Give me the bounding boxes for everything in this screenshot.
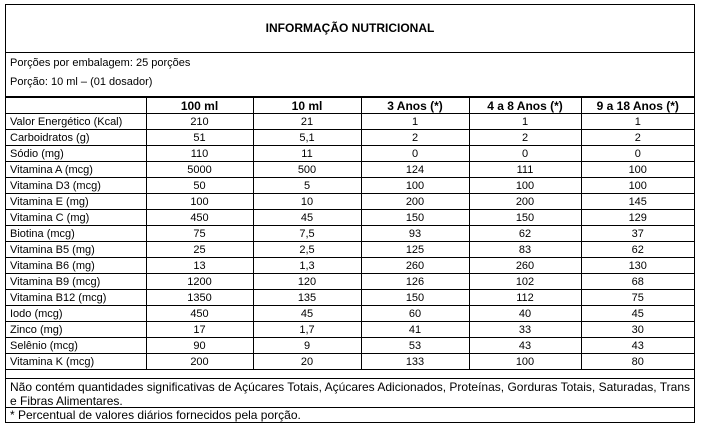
nutrient-value: 45 [253,306,361,322]
nutrient-value: 68 [581,274,694,290]
nutrient-label: Vitamina D3 (mcg) [6,178,146,194]
nutrient-value: 75 [581,290,694,306]
portion-info [6,52,694,98]
nutrition-facts-panel [5,4,695,423]
table-row [6,258,694,274]
nutrient-value: 13 [146,258,253,274]
nutrient-value: 1200 [146,274,253,290]
table-row [6,114,694,130]
table-row [6,146,694,162]
nutrient-value: 100 [469,354,581,370]
nutrient-value: 33 [469,322,581,338]
nutrient-value: 120 [253,274,361,290]
nutrient-value: 126 [361,274,469,290]
portions-per-package: Porções por embalagem: 25 porções [10,57,191,69]
nutrient-value: 102 [469,274,581,290]
table-row [6,194,694,210]
nutrient-value: 45 [581,306,694,322]
nutrient-value: 45 [253,210,361,226]
nutrient-value: 7,5 [253,226,361,242]
nutrient-value: 1,7 [253,322,361,338]
table-row [6,354,694,370]
nutrient-value: 260 [361,258,469,274]
nutrient-value: 2 [361,130,469,146]
portion-size: Porção: 10 ml – (01 dosador) [10,76,153,88]
nutrient-value: 1 [361,114,469,130]
nutrient-value: 100 [469,178,581,194]
nutrient-value: 90 [146,338,253,354]
column-header: 4 a 8 Anos (*) [469,98,581,114]
nutrient-value: 1,3 [253,258,361,274]
nutrient-label: Vitamina B6 (mg) [6,258,146,274]
nutrient-label: Valor Energético (Kcal) [6,114,146,130]
nutrient-value: 200 [469,194,581,210]
nutrient-value: 133 [361,354,469,370]
nutrient-label: Biotina (mcg) [6,226,146,242]
nutrient-label: Iodo (mcg) [6,306,146,322]
nutrient-value: 9 [253,338,361,354]
table-row [6,290,694,306]
nutrient-value: 450 [146,210,253,226]
nutrient-value: 62 [581,242,694,258]
nutrient-value: 25 [146,242,253,258]
nutrient-value: 93 [361,226,469,242]
nutrient-value: 37 [581,226,694,242]
footnote-percent: * Percentual de valores diários fornecidos pela porção. [10,408,301,422]
nutrient-value: 100 [581,178,694,194]
nutrient-value: 0 [469,146,581,162]
nutrient-value: 17 [146,322,253,338]
table-row [6,338,694,354]
nutrient-label: Vitamina E (mg) [6,194,146,210]
column-header: 3 Anos (*) [361,98,469,114]
nutrient-value: 10 [253,194,361,210]
panel-title: INFORMAÇÃO NUTRICIONAL [6,5,694,53]
table-row [6,274,694,290]
nutrient-value: 2 [581,130,694,146]
column-header: 10 ml [253,98,361,114]
column-header [6,98,146,114]
nutrient-label: Vitamina K (mcg) [6,354,146,370]
nutrient-value: 200 [146,354,253,370]
table-row [6,242,694,258]
nutrient-value: 5,1 [253,130,361,146]
column-header: 9 a 18 Anos (*) [581,98,694,114]
nutrient-label: Vitamina B12 (mcg) [6,290,146,306]
nutrient-value: 450 [146,306,253,322]
nutrient-label: Vitamina A (mcg) [6,162,146,178]
nutrient-value: 135 [253,290,361,306]
nutrient-label: Sódio (mg) [6,146,146,162]
nutrient-value: 124 [361,162,469,178]
table-row [6,178,694,194]
table-row [6,226,694,242]
table-row [6,306,694,322]
nutrient-value: 80 [581,354,694,370]
nutrient-value: 40 [469,306,581,322]
nutrient-value: 145 [581,194,694,210]
nutrient-value: 1350 [146,290,253,306]
nutrient-label: Vitamina B5 (mg) [6,242,146,258]
nutrient-value: 150 [361,290,469,306]
table-row [6,322,694,338]
nutrient-value: 150 [361,210,469,226]
nutrient-value: 43 [469,338,581,354]
nutrient-value: 0 [361,146,469,162]
nutrient-label: Zinco (mg) [6,322,146,338]
nutrition-table [6,98,694,370]
nutrient-value: 21 [253,114,361,130]
nutrient-value: 500 [253,162,361,178]
table-row [6,162,694,178]
nutrient-value: 130 [581,258,694,274]
nutrient-value: 0 [581,146,694,162]
nutrient-value: 53 [361,338,469,354]
nutrient-value: 20 [253,354,361,370]
nutrient-value: 43 [581,338,694,354]
nutrient-value: 83 [469,242,581,258]
nutrient-label: Vitamina C (mg) [6,210,146,226]
nutrient-value: 11 [253,146,361,162]
nutrient-value: 110 [146,146,253,162]
nutrient-value: 60 [361,306,469,322]
column-header: 100 ml [146,98,253,114]
nutrient-value: 5 [253,178,361,194]
nutrient-value: 150 [469,210,581,226]
nutrient-value: 1 [581,114,694,130]
nutrient-value: 100 [146,194,253,210]
nutrient-label: Selênio (mcg) [6,338,146,354]
nutrient-value: 260 [469,258,581,274]
nutrient-label: Vitamina B9 (mcg) [6,274,146,290]
table-row [6,210,694,226]
nutrient-label: Carboidratos (g) [6,130,146,146]
nutrient-value: 1 [469,114,581,130]
nutrient-value: 51 [146,130,253,146]
nutrient-value: 2 [469,130,581,146]
table-row [6,130,694,146]
table-header-row [6,98,694,114]
nutrient-value: 5000 [146,162,253,178]
nutrient-value: 62 [469,226,581,242]
nutrient-value: 30 [581,322,694,338]
nutrient-value: 75 [146,226,253,242]
nutrient-value: 210 [146,114,253,130]
nutrient-value: 125 [361,242,469,258]
nutrient-value: 2,5 [253,242,361,258]
nutrient-value: 41 [361,322,469,338]
footnote-not-significant: Não contém quantidades significativas de Açúcares Totais, Açúcares Adicionados, Proteínas, Gorduras Totais, Saturadas, Trans e Fibras Alimentares. [6,378,694,408]
nutrient-value: 200 [361,194,469,210]
nutrient-value: 100 [361,178,469,194]
table-body [6,114,694,370]
nutrient-value: 50 [146,178,253,194]
nutrient-value: 129 [581,210,694,226]
nutrient-value: 112 [469,290,581,306]
nutrient-value: 111 [469,162,581,178]
nutrient-value: 100 [581,162,694,178]
